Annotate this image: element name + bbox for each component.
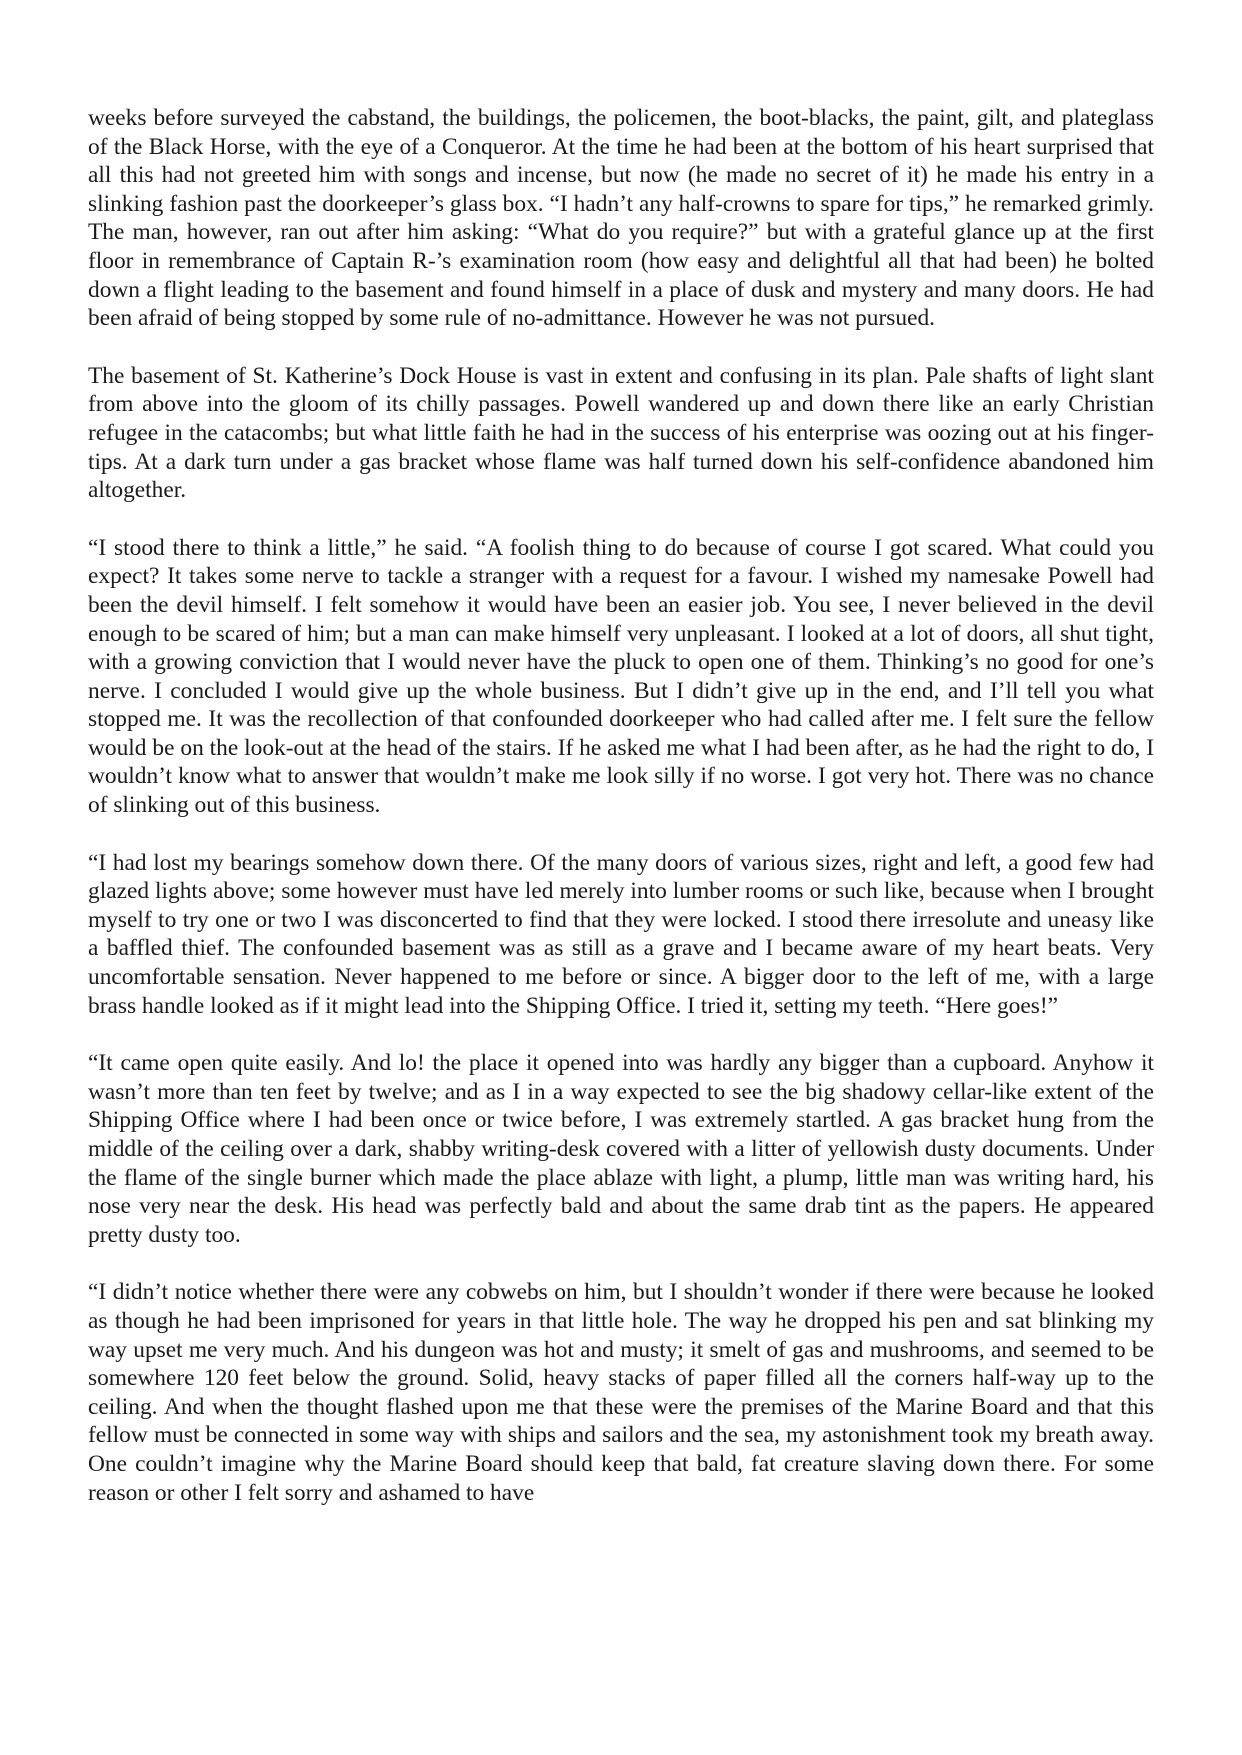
paragraph-1: weeks before surveyed the cabstand, the buildings, the policemen, the boot-blacks, the paint, gilt, and plateglass of the Black Horse, with the eye of a Conqueror. At the time he had been at the bottom of his heart surprised that all this had not greeted him with songs and incense, but now (he made no secret of it) he made his entry in a slinking fashion past the doorkeeper’s glass box. “I hadn’t any half-crowns to spare for tips,” he remarked grimly. The man, however, ran out after him asking: “What do you require?” but with a grateful glance up at the first floor in remembrance of Captain R-’s examination room (how easy and delightful all that had been) he bolted down a flight leading to the basement and found himself in a place of dusk and mystery and many doors. He had been afraid of being stopped by some rule of no-admittance. However he was not pursued.: [88, 105, 1154, 332]
paragraph-4: “I had lost my bearings somehow down there. Of the many doors of various sizes, right and left, a good few had glazed lights above; some however must have led merely into lumber rooms or such like, because when I brought myself to try one or two I was disconcerted to find that they were locked. I stood there irresolute and uneasy like a baffled thief. The confounded basement was as still as a grave and I became aware of my heart beats. Very uncomfortable sensation. Never happened to me before or since. A bigger door to the left of me, with a large brass handle looked as if it might lead into the Shipping Office. I tried it, setting my teeth. “Here goes!”: [88, 849, 1154, 1019]
paragraph-5: “It came open quite easily. And lo! the place it opened into was hardly any bigger than a cupboard. Anyhow it wasn’t more than ten feet by twelve; and as I in a way expected to see the big shadowy cellar-like extent of the Shipping Office where I had been once or twice before, I was extremely startled. A gas bracket hung from the middle of the ceiling over a dark, shabby writing-desk covered with a litter of yellowish dusty documents. Under the flame of the single burner which made the place ablaze with light, a plump, little man was writing hard, his nose very near the desk. His head was perfectly bald and about the same drab tint as the papers. He appeared pretty dusty too.: [88, 1050, 1154, 1248]
paragraph-3: “I stood there to think a little,” he said. “A foolish thing to do because of course I got scared. What could you expect? It takes some nerve to tackle a stranger with a request for a favour. I wished my namesake Powell had been the devil himself. I felt somehow it would have been an easier job. You see, I never believed in the devil enough to be scared of him; but a man can make himself very unpleasant. I looked at a lot of doors, all shut tight, with a growing conviction that I would never have the pluck to open one of them. Thinking’s no good for one’s nerve. I concluded I would give up the whole business. But I didn’t give up in the end, and I’ll tell you what stopped me. It was the recollection of that confounded doorkeeper who had called after me. I felt sure the fellow would be on the look-out at the head of the stairs. If he asked me what I had been after, as he had the right to do, I wouldn’t know what to answer that wouldn’t make me look silly if no worse. I got very hot. There was no chance of slinking out of this business.: [88, 534, 1154, 819]
paragraph-6: “I didn’t notice whether there were any cobwebs on him, but I shouldn’t wonder if there were because he looked as though he had been imprisoned for years in that little hole. The way he dropped his pen and sat blinking my way upset me very much. And his dungeon was hot and musty; it smelt of gas and mushrooms, and seemed to be somewhere 120 feet below the ground. Solid, heavy stacks of paper filled all the corners half-way up to the ceiling. And when the thought flashed upon me that these were the premises of the Marine Board and that this fellow must be connected in some way with ships and sailors and the sea, my astonishment took my breath away. One couldn’t imagine why the Marine Board should keep that bald, fat creature slaving down there. For some reason or other I felt sorry and ashamed to have: [88, 1279, 1154, 1506]
document-page: [88, 104, 1154, 1536]
paragraph-2: The basement of St. Katherine’s Dock House is vast in extent and confusing in its plan. Pale shafts of light slant from above into the gloom of its chilly passages. Powell wandered up and down there like an early Christian refugee in the catacombs; but what little faith he had in the success of his enterprise was oozing out at his finger-tips. At a dark turn under a gas bracket whose flame was half turned down his self-confidence abandoned him altogether.: [88, 362, 1154, 504]
